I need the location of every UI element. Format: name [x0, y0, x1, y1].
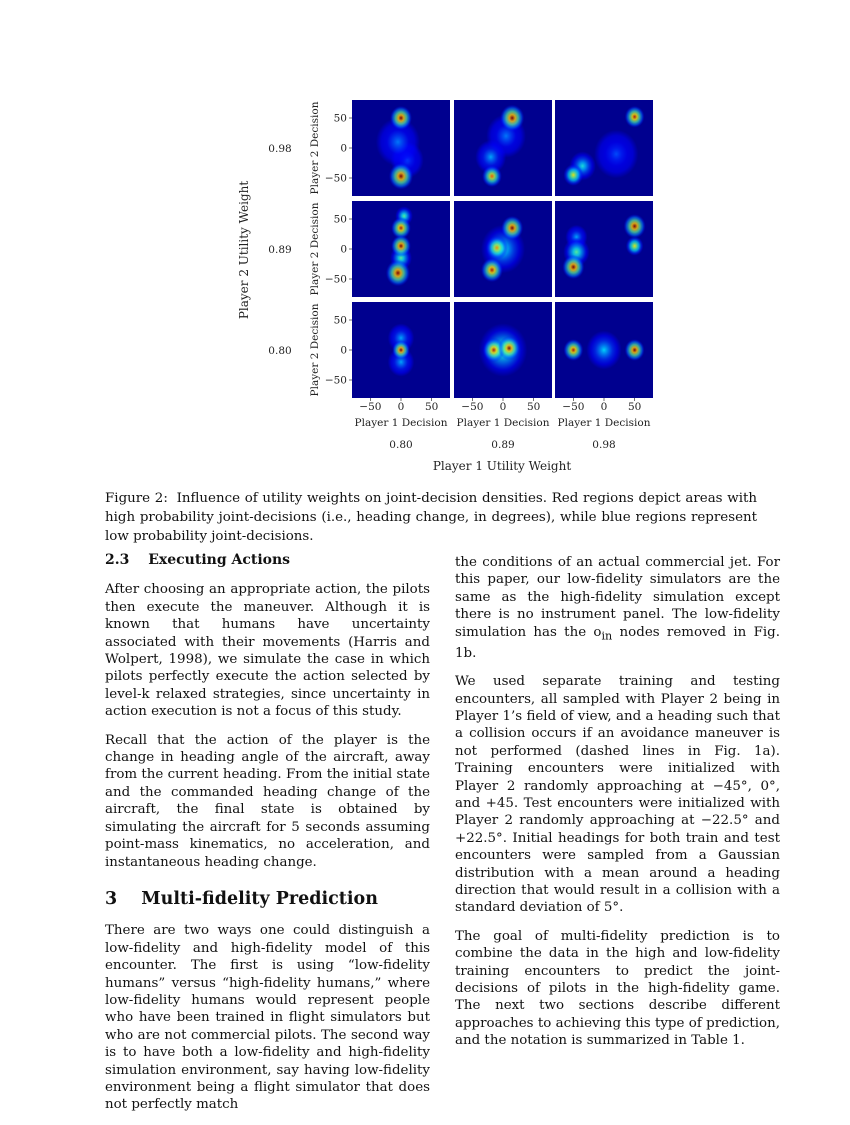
panel-y-label: Player 2 Decision: [309, 303, 321, 397]
density-blob: [626, 236, 644, 255]
subscript: in: [601, 629, 613, 643]
panel-x-label: Player 1 Decision: [557, 417, 651, 429]
right-column: [455, 554, 780, 1061]
section-heading-3: [105, 888, 430, 909]
x-tick-label: −50: [359, 401, 382, 413]
col-weight-label: 0.98: [592, 439, 616, 451]
x-tick-label: −50: [461, 401, 484, 413]
caption-text: Influence of utility weights on joint-decision densities. Red regions depict areas with high probability joint-decisions (i.e., heading change, in degrees), while blue regions represent low probability joint-decisions.: [105, 491, 758, 544]
density-blob: [389, 163, 413, 190]
caption-label: Figure 2:: [105, 491, 168, 506]
y-tick-label: 0: [340, 344, 347, 357]
panel-x-label: Player 1 Decision: [456, 417, 550, 429]
density-blob: [498, 336, 520, 360]
x-tick-label: 0: [600, 401, 608, 413]
y-tick-label: 50: [333, 112, 347, 125]
y-tick-label: 0: [340, 142, 347, 155]
density-blob: [481, 258, 503, 282]
density-blob: [390, 106, 412, 130]
paragraph: Recall that the action of the player is the change in heading angle of the aircraft, away from the current heading. From the initial state and the commanded heading change of the aircraft, the final state is obtained by simulating the aircraft for 5 seconds assuming point-mass kinematics, no acceleration, and instantaneous heading change.: [105, 732, 430, 870]
y-tick-label: 50: [333, 213, 347, 226]
col-weight-label: 0.89: [491, 439, 515, 451]
panel-y-label: Player 2 Decision: [309, 101, 321, 195]
panel-x-label: Player 1 Decision: [354, 417, 448, 429]
density-blob: [625, 106, 645, 128]
density-blob: [500, 105, 524, 132]
x-tick-label: 50: [526, 401, 541, 413]
row-weight-label: 0.89: [268, 244, 292, 256]
section-title: Executing Actions: [148, 552, 291, 568]
heatmap-panel: [352, 302, 450, 398]
col-weight-label: 0.80: [389, 439, 413, 451]
y-tick-label: −50: [324, 172, 347, 185]
y-tick-label: −50: [324, 273, 347, 286]
density-blob: [624, 214, 646, 238]
density-blob: [486, 236, 508, 260]
heatmap-panel: [454, 100, 552, 196]
panel-y-label: Player 2 Decision: [309, 202, 321, 296]
figure-caption: [105, 489, 757, 546]
section-number: 3: [105, 888, 118, 909]
paragraph: We used separate training and testing encounters, all sampled with Player 2 being in Player 1’s field of view, and a heading such that a collision occurs if an avoidance maneuver is not performed (dashed lines in Fig. 1a). Training encounters were initialized with Player 2 randomly approaching at −45°, 0°, and +45. Test encounters were initialized with Player 2 randomly approaching at −22.5° and +22.5°. Initial headings for both train and test encounters were sampled from a Gaussian distribution with a mean around a heading direction that would result in a collision with a standard deviation of 5°.: [455, 674, 780, 916]
density-blob: [392, 340, 410, 359]
y-tick-label: 0: [340, 243, 347, 256]
density-blob: [625, 339, 645, 361]
heatmap-panel: [555, 100, 653, 196]
density-blob: [386, 260, 410, 287]
y-axis-title: Player 2 Utility Weight: [237, 180, 251, 320]
density-blob: [563, 164, 583, 186]
heatmap-panel: [352, 100, 450, 196]
paragraph: After choosing an appropriate action, the pilots then execute the maneuver. Although it is known that humans have uncertainty associated with their movements (Harris and Wolpert, 1998), we simulate the case in which pilots perfectly execute the action selected by level-k relaxed strategies, since uncertainty in action execution is not a focus of this study.: [105, 582, 430, 720]
heatmap-panel: [454, 302, 552, 398]
density-blob: [563, 339, 583, 361]
x-tick-label: −50: [562, 401, 585, 413]
density-blob: [391, 235, 411, 257]
x-tick-label: 0: [499, 401, 507, 413]
heatmap-panel: [555, 201, 653, 297]
x-tick-label: 0: [397, 401, 405, 413]
section-number: 2.3: [105, 552, 130, 568]
figure-2-heatmap-grid: [0, 0, 850, 480]
row-weight-label: 0.80: [268, 345, 292, 357]
section-heading-2-3: [105, 552, 430, 569]
paragraph: [455, 554, 780, 662]
row-weight-label: 0.98: [268, 143, 292, 155]
left-column: [105, 552, 430, 1125]
section-title: Multi-fidelity Prediction: [141, 888, 378, 909]
paragraph-text: nodes removed in Fig. 1b.: [455, 624, 780, 661]
density-blob: [586, 331, 621, 370]
density-blob: [482, 165, 502, 187]
paragraph-text: the conditions of an actual commercial jet. For this paper, our low-fidelity simulators are the same as the high-fidelity simulation except there is no instrument panel. The low-fidelity simulation has the o: [455, 555, 780, 640]
x-tick-label: 50: [627, 401, 642, 413]
paragraph: The goal of multi-fidelity prediction is to combine the data in the high and low-fidelity training encounters to predict the joint-decisions of pilots in the high-fidelity game. The next two sections describe different approaches to achieving this type of prediction, and the notation is summarized in Table 1.: [455, 928, 780, 1049]
x-axis-title: Player 1 Utility Weight: [432, 459, 572, 473]
paragraph: There are two ways one could distinguish a low-fidelity and high-fidelity model of this encounter. The first is using “low-fidelity humans” versus “high-fidelity humans,” where low-fidelity humans would represent people who have been trained in flight simulators but who are not commercial pilots. The second way is to have both a low-fidelity and high-fidelity simulation environment, say having low-fidelity environment being a flight simulator that does not perfectly match: [105, 923, 430, 1113]
heatmap-panel: [555, 302, 653, 398]
y-tick-label: 50: [333, 314, 347, 327]
density-blob: [594, 130, 638, 179]
heatmap-panel: [352, 201, 450, 297]
density-blob: [562, 255, 584, 279]
heatmap-panel: [454, 201, 552, 297]
density-blob: [501, 216, 523, 240]
x-tick-label: 50: [424, 401, 439, 413]
y-tick-label: −50: [324, 374, 347, 387]
heatmap-panels: [352, 100, 653, 398]
